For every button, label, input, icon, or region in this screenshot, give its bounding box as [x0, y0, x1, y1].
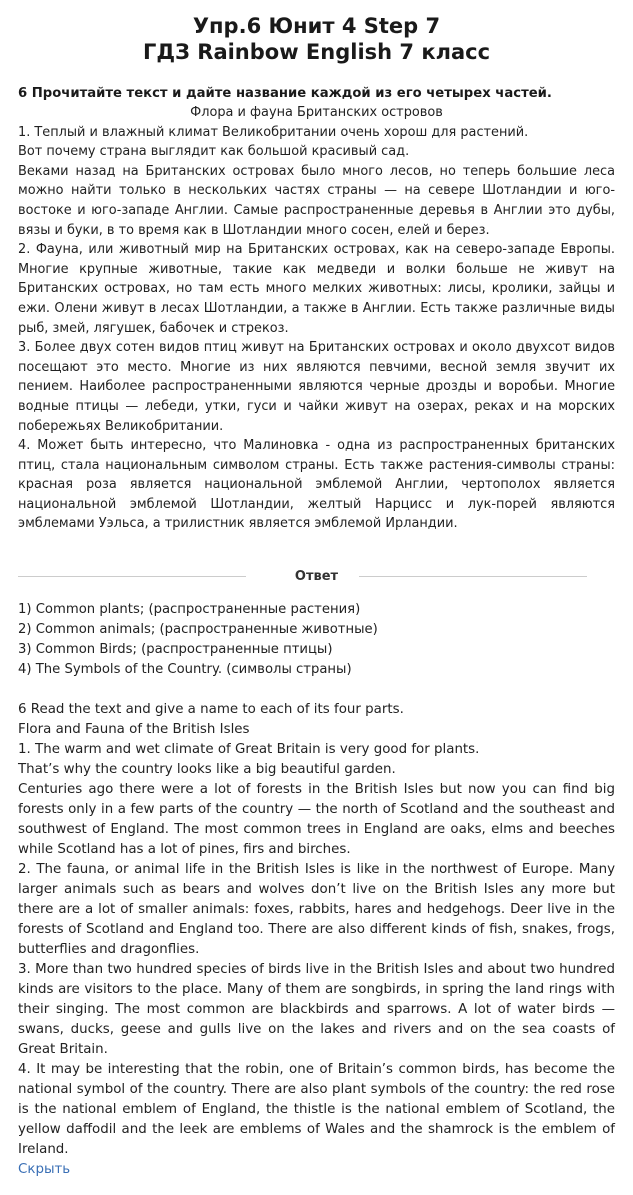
- title-line-2: ГДЗ Rainbow English 7 класс: [142, 40, 491, 64]
- task-heading: 6 Прочитайте текст и дайте название каждой из его четырех частей.: [18, 86, 552, 101]
- answer-item: 3) Common Birds; (распространенные птицы): [18, 642, 333, 658]
- en-paragraph-1b: That’s why the country looks like a big beautiful garden.: [18, 762, 396, 778]
- en-task: 6 Read the text and give a name to each of its four parts.: [18, 702, 404, 718]
- en-paragraph-1c: Centuries ago there were a lot of forests in the British Isles but now you can find big forests only in a few parts of the country — the north of Scotland and the southeast and southwest of England. The most common trees in England are oaks, elms and beeches while Scotland has a lot of pines, firs and birches.: [18, 782, 615, 858]
- en-subtitle: Flora and Fauna of the British Isles: [18, 722, 250, 738]
- answer-item: 2) Common animals; (распространенные животные): [18, 622, 378, 638]
- hide-link[interactable]: Скрыть: [18, 1162, 71, 1178]
- answer-list: [18, 600, 615, 680]
- russian-text: [18, 103, 615, 534]
- ru-subtitle: Флора и фауна Британских островов: [190, 105, 443, 120]
- english-text: [18, 700, 615, 1180]
- divider-line-left: [18, 576, 246, 577]
- ru-paragraph-3: 3. Более двух сотен видов птиц живут на Британских островах и около двухсот видов посещают это место. Многие из них являются певчими, весной земля звучит их пением. Наиболее распространенными являются черные дрозды и воробьи. Многие водные птицы — лебеди, утки, гуси и чайки живут на озерах, реках и на морских побережьях Великобритании.: [18, 340, 615, 434]
- answer-item: 1) Common plants; (распространенные растения): [18, 602, 361, 618]
- ru-paragraph-4: 4. Может быть интересно, что Малиновка - одна из распространенных британских птиц, стала национальным символом страны. Есть также растения-символы страны: красная роза является национальной эмблемой Англии, чертополох является национальной эмблемой Шотландии, желтый Нарцисс и лук-порей являются эмблемами Уэльса, а трилистник является эмблемой Ирландии.: [18, 438, 615, 532]
- answer-divider: [18, 566, 615, 586]
- title-line-1: Упр.6 Юнит 4 Step 7: [192, 14, 441, 38]
- answer-label: Ответ: [285, 569, 348, 584]
- answer-item: 4) The Symbols of the Country. (символы страны): [18, 662, 352, 678]
- en-paragraph-2: 2. The fauna, or animal life in the British Isles is like in the northwest of Europe. Many larger animals such as bears and wolves don’t live on the British Isles any more but there are a lot of smaller animals: foxes, rabbits, hares and hedgehogs. Deer live in the forests of Scotland and England too. There are also different kinds of fish, snakes, frogs, butterflies and dragonflies.: [18, 862, 615, 958]
- divider-line-right: [359, 576, 587, 577]
- en-paragraph-1a: 1. The warm and wet climate of Great Britain is very good for plants.: [18, 742, 480, 758]
- ru-paragraph-1a: 1. Теплый и влажный климат Великобритании очень хорош для растений.: [18, 124, 529, 140]
- ru-paragraph-1c: Веками назад на Британских островах было много лесов, но теперь большие леса можно найти только в нескольких частях страны — на севере Шотландии и юго-востоке и юго-западе Англии. Самые распространенные деревья в Англии это дубы, вязы и буки, в то время как в Шотландии много сосен, елей и берез.: [18, 163, 615, 238]
- en-paragraph-4: 4. It may be interesting that the robin, one of Britain’s common birds, has become the national symbol of the country. There are also plant symbols of the country: the red rose is the national emblem of England, the thistle is the national emblem of Scotland, the yellow daffodil and the leek are emblems of Wales and the shamrock is the emblem of Ireland.: [18, 1062, 615, 1158]
- page-title: [18, 0, 615, 65]
- ru-paragraph-2: 2. Фауна, или животный мир на Британских островах, как на северо-западе Европы. Многие крупные животные, такие как медведи и волки больше не живут на Британских островах, но там есть много мелких животных: лисы, кролики, зайцы и ежи. Олени живут в лесах Шотландии, а также в Англии. Есть также различные виды рыб, змей, лягушек, бабочек и стрекоз.: [18, 242, 615, 336]
- ru-paragraph-1b: Вот почему страна выглядит как большой красивый сад.: [18, 144, 410, 160]
- en-paragraph-3: 3. More than two hundred species of birds live in the British Isles and about two hundred kinds are visitors to the place. Many of them are songbirds, in spring the land rings with their singing. The most common are blackbirds and sparrows. A lot of water birds — swans, ducks, geese and gulls live on the lakes and rivers and on the sea coasts of Great Britain.: [18, 962, 615, 1058]
